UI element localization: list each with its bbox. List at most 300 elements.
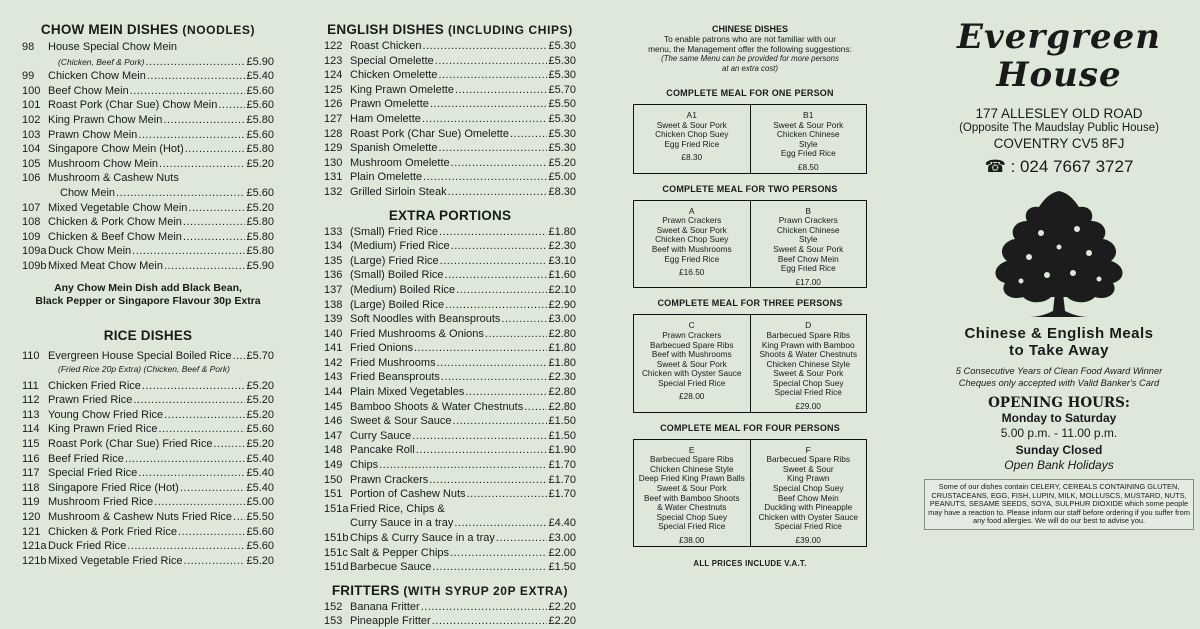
item-number: 151c — [324, 546, 348, 559]
item-number: 144 — [324, 386, 343, 399]
item-number: 116 — [22, 452, 40, 465]
menu-item — [22, 422, 274, 437]
item-price: £5.30 — [548, 40, 576, 52]
menu-item-110 — [22, 349, 274, 364]
menu-item — [324, 473, 576, 488]
meal-dish: Special Chop Suey — [772, 377, 844, 388]
leader-dots — [116, 186, 245, 201]
meal-dish: Egg Fried Rice — [664, 253, 720, 264]
leader-dots — [159, 157, 245, 172]
menu-item — [324, 141, 576, 156]
item-number: 111 — [22, 379, 39, 392]
award-line: 5 Consecutive Years of Clean Food Award Winner — [955, 366, 1163, 376]
item-number: 133 — [324, 225, 343, 238]
meal-dish: Style — [799, 138, 818, 149]
item-name: Roast Pork (Char Sue) Omelette — [350, 127, 509, 140]
item-price: £5.20 — [548, 156, 576, 169]
menu-item — [324, 341, 576, 356]
item-price: £5.40 — [246, 452, 274, 465]
meal-dish: Deep Fried King Prawn Balls — [638, 473, 745, 484]
meal-price: £39.00 — [795, 535, 821, 545]
meal-option-label: B — [805, 205, 812, 216]
fritters-heading — [324, 583, 576, 598]
menu-item — [324, 600, 576, 615]
menu-item — [324, 546, 576, 561]
item-price: £1.70 — [548, 459, 576, 472]
meal-dish: Chicken Chinese Style — [650, 463, 734, 474]
tree-icon — [920, 183, 1198, 323]
item-110-note: (Fried Rice 20p Extra) (Chicken, Beef & Pork) — [58, 364, 230, 375]
meal-option-right — [750, 105, 867, 173]
leader-dots — [125, 452, 246, 467]
menu-item — [324, 54, 576, 69]
item-name: Mixed Meat Chow Mein — [48, 259, 163, 272]
item-number: 121a — [22, 540, 47, 553]
item-price: £5.80 — [246, 143, 274, 156]
meal-dish: Chicken with Oyster Sauce — [641, 368, 742, 379]
item-number: 100 — [22, 84, 41, 97]
item-number: 109b — [22, 259, 47, 272]
item-price: £5.90 — [246, 259, 274, 272]
menu-item — [22, 201, 274, 216]
item-number: 113 — [22, 408, 40, 421]
menu-item — [22, 539, 274, 554]
item-name: Prawn Crackers — [350, 473, 429, 486]
leader-dots — [422, 112, 548, 127]
item-price: £5.20 — [246, 157, 274, 170]
menu-item — [22, 157, 274, 172]
item-name: Chicken Chow Mein — [48, 70, 146, 83]
menu-item — [324, 312, 576, 327]
meal-dish: Chicken with Oyster Sauce — [758, 511, 859, 522]
chinese-intro — [630, 34, 870, 74]
meal-option-label: D — [805, 320, 812, 331]
menu-item — [324, 283, 576, 298]
meal-price: £17.00 — [795, 276, 821, 287]
allergen-notice: Some of our dishes contain CELERY, CEREALS CONTAINING GLUTEN, CRUSTACEANS, EGG, FISH, LUPIN, MILK, MOLLUSCS, MUSTARD, NUTS, PEANUTS, SESAME SEEDS, SOYA, SULPHUR DIOXIDE which some people may have a reaction to. Please inform our staff before ordering if you suffer from any food allergies. We will do our best to advise you. — [924, 479, 1194, 530]
meal-dish: Shoots & Water Chestnuts — [759, 349, 857, 360]
item-price: £5.60 — [246, 525, 274, 538]
item-number: 153 — [324, 615, 343, 628]
menu-item — [22, 437, 274, 452]
item-price: £5.00 — [548, 171, 576, 184]
meal-dish: Special Fried Rice — [658, 521, 726, 532]
item-number: 151a — [324, 502, 349, 515]
menu-item — [324, 68, 576, 83]
menu-item — [22, 113, 274, 128]
item-number: 105 — [22, 157, 41, 170]
item-price: £2.20 — [548, 600, 576, 613]
item-name: Pineapple Fritter — [350, 615, 431, 628]
chow-mein-list — [22, 40, 274, 274]
phone-line — [920, 157, 1198, 177]
item-price: £5.20 — [246, 438, 274, 451]
item-name: Duck Chow Mein — [48, 245, 132, 258]
item-number: 139 — [324, 313, 343, 326]
meal-heading: COMPLETE MEAL FOR FOUR PERSONS — [660, 422, 840, 433]
item-number: 110 — [22, 349, 40, 362]
item-number: 126 — [324, 98, 343, 111]
logo-wordmark — [920, 18, 1198, 94]
item-number: 101 — [22, 99, 41, 112]
meal-dish: Style — [799, 234, 818, 245]
item-name: Fried Rice, Chips & — [350, 502, 445, 515]
item-number: 130 — [324, 156, 343, 169]
meal-dish: Sweet & Sour Pork — [656, 483, 727, 494]
leader-dots — [456, 283, 547, 298]
award-note — [920, 365, 1198, 389]
item-name: Special Fried Rice — [48, 467, 138, 480]
meal-box — [633, 439, 867, 547]
menu-item — [22, 510, 274, 525]
chow-mein-footnote-line-1: Any Chow Mein Dish add Black Bean, — [54, 281, 242, 294]
item-price: £1.70 — [548, 473, 576, 486]
item-name: Chicken Omelette — [350, 69, 438, 82]
meal-heading: COMPLETE MEAL FOR ONE PERSON — [666, 88, 834, 98]
leader-dots — [178, 525, 245, 540]
item-name: Chicken & Pork Fried Rice — [48, 525, 177, 538]
telephone-icon: ☎ — [984, 157, 1006, 176]
item-number: 129 — [324, 142, 343, 155]
menu-item — [324, 170, 576, 185]
meal-option-label: A1 — [686, 110, 697, 120]
item-price: £1.50 — [548, 429, 576, 442]
item-price: £1.90 — [548, 444, 576, 457]
logo-line-2: House — [996, 55, 1122, 95]
item-number: 138 — [324, 298, 343, 311]
item-name: (Small) Boiled Rice — [350, 269, 444, 282]
menu-item — [22, 128, 274, 143]
meal-dish: Special Fried Rice — [658, 377, 726, 388]
leader-dots — [127, 539, 245, 554]
item-price: £1.80 — [548, 342, 576, 355]
item-number: 141 — [324, 342, 343, 355]
leader-dots — [416, 443, 548, 458]
item-number: 128 — [324, 127, 343, 140]
item-price: £5.80 — [246, 113, 274, 126]
menu-item — [324, 239, 576, 254]
meal-dish: Beef Chow Mein — [777, 492, 839, 503]
item-number: 119 — [22, 496, 40, 509]
item-name: Fried Onions — [350, 342, 413, 355]
leader-dots — [510, 127, 548, 142]
item-price: £5.30 — [548, 69, 576, 82]
item-name: Prawn Fried Rice — [48, 394, 133, 407]
item-price: £1.70 — [548, 488, 576, 501]
item-name: Sweet & Sour Sauce — [350, 415, 452, 428]
item-name: Fried Mushrooms — [350, 356, 436, 369]
meal-price: £16.50 — [679, 267, 705, 278]
leader-dots — [438, 141, 547, 156]
meal-price: £29.00 — [795, 401, 821, 412]
leader-dots — [138, 466, 245, 481]
meal-option-left — [634, 440, 750, 546]
meal-dish: Egg Fried Rice — [780, 263, 836, 274]
menu-item — [324, 458, 576, 473]
meal-option-label: C — [688, 320, 695, 331]
item-name: Soft Noodles with Beansprouts — [350, 313, 501, 326]
item-number: 137 — [324, 283, 343, 296]
item-price: £5.20 — [246, 554, 274, 567]
item-name: (Large) Fried Rice — [350, 254, 439, 267]
leader-dots — [147, 69, 246, 84]
item-name: Portion of Cashew Nuts — [350, 488, 466, 501]
chow-mein-heading — [22, 22, 274, 37]
meal-dish: Sweet & Sour Pork — [773, 119, 844, 130]
item-number: 149 — [324, 459, 343, 472]
meal-dish: Prawn Crackers — [662, 215, 722, 226]
meal-option-label: E — [688, 444, 695, 455]
item-price: £2.80 — [548, 327, 576, 340]
leader-dots — [133, 393, 245, 408]
item-number: 122 — [324, 40, 343, 52]
item-name: Roast Chicken — [350, 40, 422, 52]
item-number: 132 — [324, 185, 343, 198]
item-name-cont: Curry Sauce in a tray — [350, 517, 454, 530]
meal-dish: Beef with Mushrooms — [651, 243, 732, 254]
item-number: 115 — [22, 438, 40, 451]
item-name: Prawn Omelette — [350, 98, 429, 111]
item-number: 102 — [22, 113, 41, 126]
item-number: 114 — [22, 423, 40, 436]
item-name: Evergreen House Special Boiled Rice — [48, 349, 232, 362]
item-price: £5.20 — [246, 379, 274, 392]
chow-mein-footnote-line-2: Black Pepper or Singapore Flavour 30p Extra — [35, 294, 261, 307]
item-number: 135 — [324, 254, 343, 267]
leader-dots — [432, 560, 547, 575]
leader-dots — [233, 510, 245, 525]
tagline-line-2: to Take Away — [1009, 342, 1109, 359]
item-number: 106 — [22, 172, 41, 185]
item-price: £5.00 — [246, 496, 274, 509]
item-name: King Prawn Fried Rice — [48, 423, 158, 436]
item-price: £5.80 — [246, 230, 274, 243]
item-name: Barbecue Sauce — [350, 561, 432, 574]
meal-dish: Barbecued Spare Ribs — [650, 454, 734, 465]
menu-item — [324, 356, 576, 371]
meal-price: £8.30 — [681, 152, 703, 163]
menu-item — [22, 554, 274, 569]
tagline — [920, 325, 1198, 359]
item-number: 109a — [22, 245, 47, 258]
menu-item — [324, 97, 576, 112]
leader-dots — [453, 414, 548, 429]
leader-dots — [441, 370, 548, 385]
extra-list-2 — [324, 531, 576, 575]
item-98-note: (Chicken, Beef & Pork) — [58, 56, 145, 67]
item-name: Chicken & Beef Chow Mein — [48, 230, 182, 243]
item-name-cont: Chow Mein — [60, 186, 116, 199]
meal-dish: Chicken Chinese Style — [766, 358, 850, 369]
menu-item — [22, 142, 274, 157]
leader-dots — [130, 84, 246, 99]
menu-item — [324, 385, 576, 400]
item-name: (Medium) Boiled Rice — [350, 283, 456, 296]
tagline-line-1: Chinese & English Meals — [964, 325, 1154, 342]
item-number: 131 — [324, 171, 343, 184]
item-price: £2.30 — [548, 371, 576, 384]
leader-dots — [450, 546, 547, 561]
meal-price: £8.50 — [797, 161, 819, 172]
item-price: £5.30 — [548, 142, 576, 155]
meal-dish: Special Fried Rice — [774, 387, 842, 398]
sunday-closed: Sunday Closed — [1015, 443, 1103, 457]
intro-line-2: menu, the Management offer the following suggestions: — [648, 44, 852, 54]
meal-option-left — [634, 315, 750, 411]
logo-line-1: Evergreen — [957, 17, 1161, 57]
meal-dish: Chicken Chinese — [776, 129, 840, 140]
fritters-title-suffix: (WITH SYRUP 20P EXTRA) — [403, 583, 569, 598]
menu-item — [324, 254, 576, 269]
meal-option-right — [750, 440, 867, 546]
meal-price: £38.00 — [679, 535, 705, 545]
leader-dots — [164, 408, 245, 423]
item-number: 109 — [22, 230, 41, 243]
item-price: £5.60 — [246, 423, 274, 436]
item-name: Plain Omelette — [350, 171, 423, 184]
item-number: 98 — [22, 41, 35, 53]
menu-item — [324, 298, 576, 313]
address-line-2: (Opposite The Maudslay Public House) — [959, 122, 1159, 134]
leader-dots — [183, 215, 246, 230]
item-number: 103 — [22, 128, 41, 141]
menu-item — [22, 393, 274, 408]
rice-items — [22, 379, 274, 569]
leader-dots — [414, 341, 547, 356]
menu-item — [324, 112, 576, 127]
item-name: Curry Sauce — [350, 429, 412, 442]
item-name: Chicken Fried Rice — [48, 379, 141, 392]
chow-mein-title-suffix: (NOODLES) — [182, 23, 256, 37]
item-number: 150 — [324, 473, 343, 486]
chinese-dishes-title: CHINESE DISHES — [711, 24, 789, 34]
menu-item — [324, 83, 576, 98]
menu-item — [324, 560, 576, 575]
item-price: £5.20 — [246, 201, 274, 214]
extra-title: EXTRA PORTIONS — [388, 207, 512, 223]
leader-dots — [440, 254, 548, 269]
leader-dots — [445, 268, 548, 283]
leader-dots — [154, 495, 245, 510]
menu-item-106-cont — [22, 186, 274, 201]
item-name: Chips & Curry Sauce in a tray — [350, 532, 495, 544]
column-english-extra — [324, 0, 576, 628]
item-number: 143 — [324, 371, 343, 384]
menu-item — [22, 495, 274, 510]
column-chinese-set-meals — [630, 0, 870, 600]
column-chow-mein-rice — [22, 0, 274, 600]
meal-price: £28.00 — [679, 391, 705, 402]
meal-option-label: F — [805, 444, 811, 455]
item-number: 107 — [22, 201, 41, 214]
item-name: Fried Mushrooms & Onions — [350, 327, 484, 340]
fritters-title: FRITTERS — [331, 582, 400, 598]
item-price: £2.80 — [548, 386, 576, 399]
item-number: 127 — [324, 112, 343, 125]
item-number: 124 — [324, 69, 343, 82]
item-price: £5.70 — [548, 83, 576, 96]
item-price: £5.30 — [548, 112, 576, 125]
extra-list — [324, 225, 576, 502]
item-name: Mixed Vegetable Chow Mein — [48, 201, 188, 214]
leader-dots — [448, 185, 548, 200]
item-number: 104 — [22, 143, 41, 156]
item-name: Mushroom & Cashew Nuts — [48, 172, 179, 185]
meal-dish: Sweet & Sour Pork — [656, 224, 727, 235]
menu-item — [324, 531, 576, 546]
item-number: 151d — [324, 561, 349, 574]
menu-item — [324, 127, 576, 142]
item-name: Mixed Vegetable Fried Rice — [48, 554, 183, 567]
item-name: Special Omelette — [350, 54, 434, 67]
meal-dish: Special Fried Rice — [774, 521, 842, 532]
item-name: Banana Fritter — [350, 600, 420, 613]
menu-item — [324, 370, 576, 385]
leader-dots — [438, 68, 547, 83]
item-name: (Small) Fried Rice — [350, 225, 439, 238]
item-price: £5.40 — [246, 467, 274, 480]
meal-option-right — [750, 315, 867, 411]
item-price: £3.10 — [548, 254, 576, 267]
item-price: £5.80 — [246, 245, 274, 258]
item-number: 117 — [22, 467, 40, 480]
item-number: 151b — [324, 532, 349, 544]
opening-hours-title: OPENING HOURS: — [988, 395, 1130, 411]
menu-item — [22, 40, 274, 55]
meal-box — [633, 104, 867, 174]
intro-line-4: at an extra cost) — [722, 64, 778, 73]
item-number: 99 — [22, 70, 35, 83]
cheques-line: Cheques only accepted with Valid Banker's Card — [958, 378, 1160, 388]
menu-item — [22, 98, 274, 113]
leader-dots — [188, 201, 245, 216]
item-number: 108 — [22, 216, 41, 229]
leader-dots — [435, 54, 548, 69]
menu-item — [22, 171, 274, 186]
meal-dish: Special Chop Suey — [656, 511, 728, 522]
item-price: £1.80 — [548, 225, 576, 238]
item-price: £2.30 — [548, 240, 576, 253]
item-name: Fried Beansprouts — [350, 371, 440, 384]
menu-item — [22, 525, 274, 540]
item-name: Grilled Sirloin Steak — [350, 185, 447, 198]
menu-item — [22, 244, 274, 259]
item-number: 121 — [22, 525, 41, 538]
item-price: £5.40 — [246, 481, 274, 494]
item-price: £5.60 — [246, 540, 274, 553]
leader-dots — [180, 481, 246, 496]
item-name: Roast Pork (Char Sue) Fried Rice — [48, 438, 213, 451]
item-name: Chips — [350, 459, 379, 472]
address-block — [920, 106, 1198, 151]
item-name: Beef Fried Rice — [48, 452, 124, 465]
address-line-3: COVENTRY CV5 8FJ — [993, 136, 1125, 151]
item-number: 148 — [324, 444, 343, 457]
item-name: Plain Mixed Vegetables — [350, 386, 465, 399]
meal-heading: COMPLETE MEAL FOR THREE PERSONS — [657, 298, 843, 309]
opening-times: 5.00 p.m. - 11.00 p.m. — [1000, 426, 1118, 440]
item-price: £5.60 — [246, 128, 274, 141]
meal-dish: Chicken Chop Suey — [655, 129, 729, 140]
bank-holidays: Open Bank Holidays — [1004, 458, 1114, 472]
item-price: £5.20 — [246, 408, 274, 421]
opening-days: Monday to Saturday — [1001, 411, 1117, 425]
item-price: £5.40 — [246, 70, 274, 83]
item-number: 146 — [324, 415, 343, 428]
meal-dish: Beef with Bamboo Shoots — [644, 492, 740, 503]
menu-item — [22, 481, 274, 496]
item-price: £5.20 — [246, 394, 274, 407]
